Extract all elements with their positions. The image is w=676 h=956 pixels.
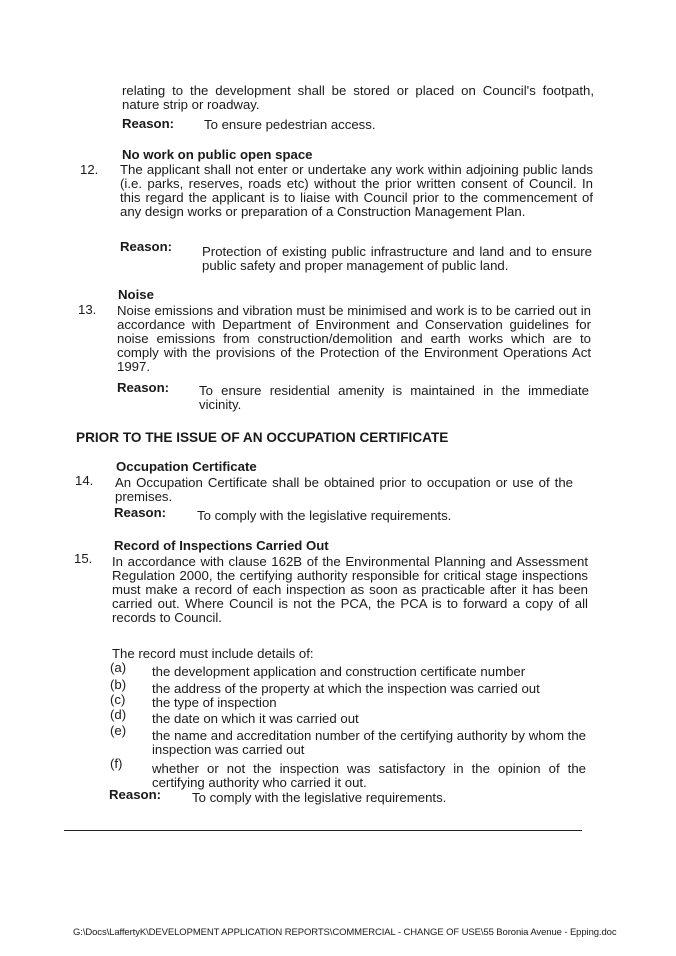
list-item-text: the address of the property at which the inspection was carried out — [152, 681, 540, 696]
cond14-reason-text: To comply with the legislative requirements. — [197, 508, 452, 523]
cond15-heading: Record of Inspections Carried Out — [114, 538, 329, 553]
cond14-reason-label: Reason: — [114, 505, 167, 520]
cond13-number: 13. — [78, 302, 97, 317]
list-item-letter: (c) — [110, 692, 126, 707]
list-item-letter: (d) — [110, 707, 127, 722]
list-item-text: the date on which it was carried out — [152, 711, 359, 726]
bottom-divider — [64, 830, 582, 831]
cond13-heading: Noise — [118, 287, 154, 302]
cond15-reason-label: Reason: — [109, 787, 162, 802]
cond13-reason-label: Reason: — [117, 380, 170, 395]
footer-file-path: G:\Docs\LaffertyK\DEVELOPMENT APPLICATION REPORTS\COMMERCIAL - CHANGE OF USE\55 Boronia Avenue - Epping.doc — [73, 927, 617, 938]
list-item-letter: (b) — [110, 677, 127, 692]
list-item-text: the name and accreditation number of the certifying authority by whom the inspection was carried out — [152, 728, 586, 757]
cond15-number: 15. — [74, 551, 93, 566]
cond15-reason-text: To comply with the legislative requirements. — [192, 790, 447, 805]
list-item-text: whether or not the inspection was satisfactory in the opinion of the certifying authority who carried it out. — [152, 761, 586, 790]
intro-reason-label: Reason: — [122, 116, 175, 131]
intro-paragraph: relating to the development shall be stored or placed on Council's footpath, nature strip or roadway. — [122, 83, 594, 112]
cond15-text: In accordance with clause 162B of the Environmental Planning and Assessment Regulation 2000, the certifying authority responsible for critical stage inspections must make a record of each inspection as soon as practicable after it has been carried out. Where Council is not the PCA, the PCA is to forward a copy of all records to Council. — [112, 554, 588, 625]
cond15-list-intro: The record must include details of: — [112, 646, 314, 661]
list-item-letter: (a) — [110, 660, 127, 675]
cond12-reason-label: Reason: — [120, 239, 173, 254]
cond14-text: An Occupation Certificate shall be obtained prior to occupation or use of the premises. — [115, 475, 573, 504]
list-item-text: the development application and construction certificate number — [152, 664, 526, 679]
cond13-text: Noise emissions and vibration must be minimised and work is to be carried out in accordance with Department of Environment and Conservation guidelines for noise emissions from construction/demolition and earth works which are to comply with the provisions of the Protection of the Environment Operations Act 1997. — [117, 303, 591, 374]
intro-reason-text: To ensure pedestrian access. — [204, 117, 376, 132]
cond12-reason-text: Protection of existing public infrastructure and land and to ensure public safety and proper management of public land. — [202, 244, 592, 273]
cond12-text: The applicant shall not enter or undertake any work within adjoining public lands (i.e. parks, reserves, roads etc) without the prior written consent of Council. In this regard the applicant is to liaise with Council prior to the commencement of any design works or preparation of a Construction Management Plan. — [120, 162, 593, 219]
cond13-reason-text: To ensure residential amenity is maintained in the immediate vicinity. — [199, 383, 589, 412]
cond14-number: 14. — [75, 473, 94, 488]
cond12-heading: No work on public open space — [122, 147, 313, 162]
list-item-text: the type of inspection — [152, 695, 277, 710]
list-item-letter: (e) — [110, 723, 127, 738]
cond12-number: 12. — [80, 162, 99, 177]
list-item-letter: (f) — [110, 756, 123, 771]
section-heading: PRIOR TO THE ISSUE OF AN OCCUPATION CERTIFICATE — [76, 430, 449, 445]
cond14-heading: Occupation Certificate — [116, 459, 257, 474]
